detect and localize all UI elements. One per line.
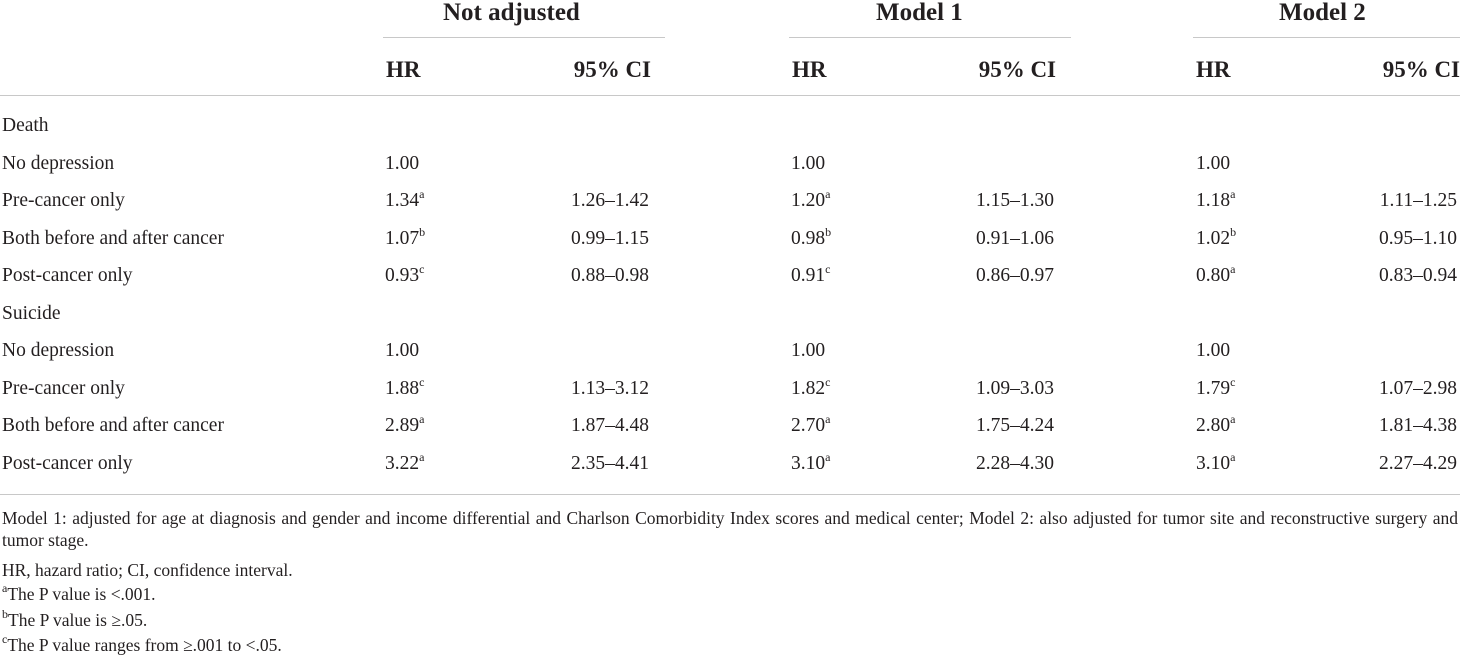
hr-cell: [791, 411, 831, 438]
hr-value: 0.93: [385, 265, 420, 286]
hr-value: 1.18: [1196, 190, 1231, 211]
ci-cell: 0.95–1.10: [1379, 228, 1457, 249]
footnote-abbreviations: HR, hazard ratio; CI, confidence interval.: [2, 560, 293, 580]
significance-marker: c: [825, 374, 831, 389]
ci-cell: 1.75–4.24: [976, 415, 1054, 436]
hr-value: 1.00: [791, 153, 826, 174]
row-label: No depression: [2, 340, 115, 361]
section-label: Suicide: [2, 303, 61, 324]
significance-marker: a: [419, 186, 425, 201]
row-label: Post-cancer only: [2, 453, 133, 474]
hr-value: 1.00: [385, 153, 420, 174]
significance-marker: c: [825, 261, 831, 276]
col-header-ci-model-2: 95% CI: [1382, 57, 1460, 82]
significance-marker: a: [825, 411, 831, 426]
ci-cell: 1.26–1.42: [571, 190, 649, 211]
significance-marker: c: [1230, 374, 1236, 389]
ci-cell: 1.87–4.48: [571, 415, 649, 436]
hr-value: 0.91: [791, 265, 826, 286]
group-rule-model-2: [1193, 37, 1460, 38]
hr-value: 1.79: [1196, 378, 1231, 399]
footnote-c-text: The P value ranges from ≥.001 to <.05.: [7, 635, 282, 655]
significance-marker: a: [1230, 261, 1236, 276]
ci-cell: 0.91–1.06: [976, 228, 1054, 249]
footnote-c-marker: c: [2, 632, 8, 647]
hr-value: 2.70: [791, 415, 826, 436]
col-header-ci-not-adjusted: 95% CI: [573, 57, 651, 82]
hr-value: 2.80: [1196, 415, 1231, 436]
footnote-b-text: The P value is ≥.05.: [8, 610, 148, 630]
ci-cell: 0.99–1.15: [571, 228, 649, 249]
hr-value: 1.88: [385, 378, 420, 399]
col-header-hr-model-1: HR: [792, 57, 827, 82]
significance-marker: b: [419, 224, 426, 239]
ci-cell: 1.81–4.38: [1379, 415, 1457, 436]
hr-cell: [1196, 186, 1236, 213]
ci-cell: 2.35–4.41: [571, 453, 649, 474]
hr-cell: [1196, 224, 1237, 251]
hr-value: 0.98: [791, 228, 826, 249]
ci-cell: 0.86–0.97: [976, 265, 1054, 286]
hr-value: 1.82: [791, 378, 826, 399]
significance-marker: a: [419, 411, 425, 426]
footnote-c: [2, 634, 282, 656]
significance-marker: a: [1230, 186, 1236, 201]
footnote-models: Model 1: adjusted for age at diagnosis and gender and income differential and Charlson Comorbidity Index scores and medical center; Model 2: also adjusted for tumor site and reconstructive surgery and tumor stage.: [2, 508, 1458, 550]
hr-cell: [1196, 152, 1230, 176]
significance-marker: c: [419, 261, 425, 276]
hr-cell: [791, 449, 831, 476]
hr-cell: [1196, 261, 1236, 288]
row-label: No depression: [2, 153, 115, 174]
row-label: Pre-cancer only: [2, 378, 125, 399]
significance-marker: c: [419, 374, 425, 389]
ci-cell: 1.07–2.98: [1379, 378, 1457, 399]
hr-cell: [791, 186, 831, 213]
footnote-a: [2, 583, 156, 605]
hr-cell: [1196, 449, 1236, 476]
footnote-b-marker: b: [2, 607, 8, 622]
col-header-hr-model-2: HR: [1196, 57, 1231, 82]
hr-value: 1.00: [385, 340, 420, 361]
hr-cell: [791, 224, 832, 251]
group-rule-not-adjusted: [383, 37, 665, 38]
significance-marker: a: [419, 449, 425, 464]
table-bottom-rule: [0, 494, 1460, 495]
hr-value: 1.00: [1196, 340, 1231, 361]
header-rule: [0, 95, 1460, 96]
hr-cell: [791, 339, 825, 363]
footnote-b: [2, 609, 147, 631]
footnote-a-marker: a: [2, 581, 8, 596]
hr-value: 1.02: [1196, 228, 1231, 249]
significance-marker: b: [1230, 224, 1237, 239]
col-header-ci-model-1: 95% CI: [978, 57, 1056, 82]
hr-cell: [385, 261, 425, 288]
footnote-a-text: The P value is <.001.: [7, 584, 156, 604]
hr-cell: [385, 374, 425, 401]
ci-cell: 1.09–3.03: [976, 378, 1054, 399]
row-label: Both before and after cancer: [2, 415, 224, 436]
significance-marker: a: [825, 186, 831, 201]
hr-value: 1.00: [1196, 153, 1231, 174]
hr-cell: [385, 339, 419, 363]
row-label: Pre-cancer only: [2, 190, 125, 211]
ci-cell: 0.83–0.94: [1379, 265, 1457, 286]
ci-cell: 2.27–4.29: [1379, 453, 1457, 474]
hr-value: 1.34: [385, 190, 420, 211]
hr-value: 0.80: [1196, 265, 1231, 286]
hr-cell: [791, 152, 825, 176]
hr-value: 3.10: [1196, 453, 1231, 474]
hr-value: 1.00: [791, 340, 826, 361]
hr-value: 2.89: [385, 415, 420, 436]
hr-cell: [385, 186, 425, 213]
hr-cell: [791, 261, 831, 288]
ci-cell: 0.88–0.98: [571, 265, 649, 286]
significance-marker: a: [1230, 411, 1236, 426]
significance-marker: b: [825, 224, 832, 239]
group-header-not-adjusted: Not adjusted: [443, 0, 580, 26]
hr-cell: [385, 224, 426, 251]
hr-value: 3.22: [385, 453, 420, 474]
ci-cell: 1.11–1.25: [1379, 190, 1457, 211]
group-rule-model-1: [789, 37, 1071, 38]
ci-cell: 1.13–3.12: [571, 378, 649, 399]
group-header-model-2: Model 2: [1279, 0, 1366, 26]
hr-cell: [1196, 411, 1236, 438]
col-header-hr-not-adjusted: HR: [386, 57, 421, 82]
hr-value: 1.07: [385, 228, 420, 249]
section-label: Death: [2, 115, 49, 136]
hr-cell: [1196, 339, 1230, 363]
hr-value: 1.20: [791, 190, 826, 211]
ci-cell: 1.15–1.30: [976, 190, 1054, 211]
ci-cell: 2.28–4.30: [976, 453, 1054, 474]
hr-value: 3.10: [791, 453, 826, 474]
hr-cell: [385, 411, 425, 438]
row-label: Post-cancer only: [2, 265, 133, 286]
hr-cell: [791, 374, 831, 401]
hr-cell: [385, 152, 419, 176]
hr-cell: [385, 449, 425, 476]
hr-cell: [1196, 374, 1236, 401]
significance-marker: a: [825, 449, 831, 464]
significance-marker: a: [1230, 449, 1236, 464]
row-label: Both before and after cancer: [2, 228, 224, 249]
group-header-model-1: Model 1: [876, 0, 963, 26]
